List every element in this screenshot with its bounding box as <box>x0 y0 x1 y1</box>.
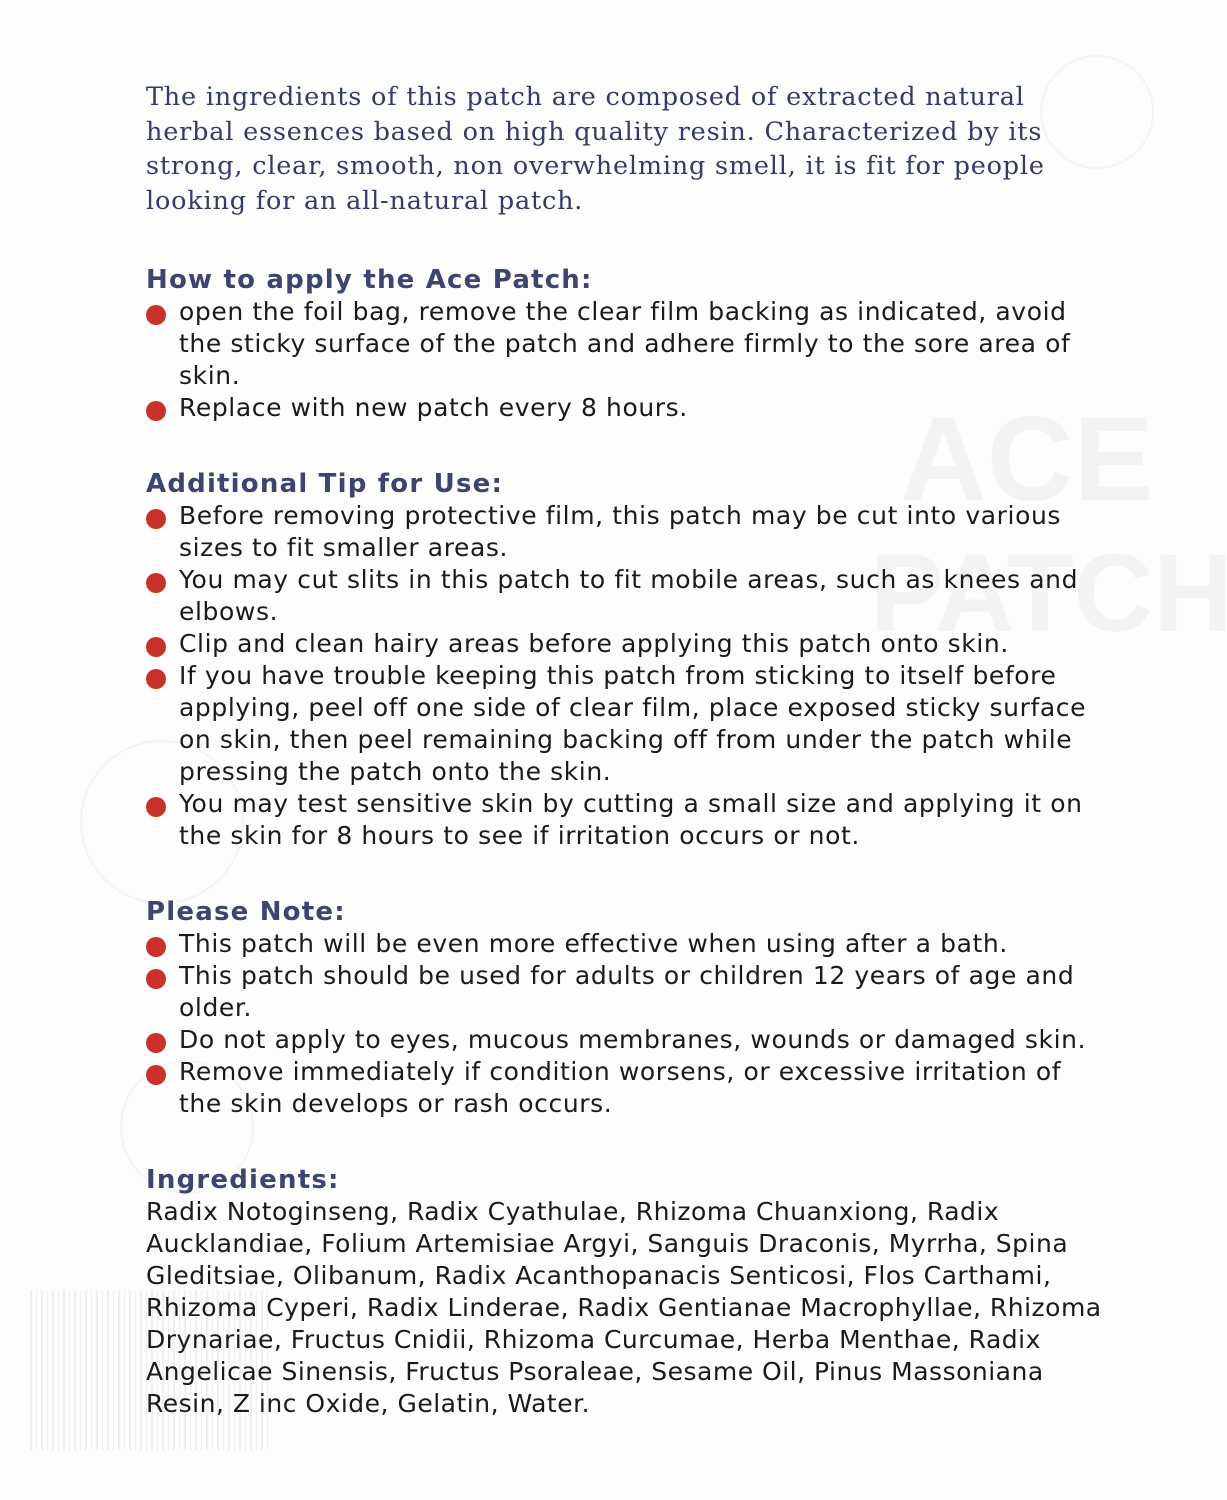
red-bullet-icon <box>146 669 166 689</box>
red-bullet-icon <box>146 1065 166 1085</box>
bullet-text: If you have trouble keeping this patch from sticking to itself before applying, peel off one side of clear film, place exposed sticky surface on skin, then peel remaining backing off from under the patch while pressing the patch onto the skin. <box>179 661 1087 786</box>
bullet-list <box>146 296 1106 424</box>
list-item <box>146 628 1106 660</box>
ingredients-list: Radix Notoginseng, Radix Cyathulae, Rhizoma Chuanxiong, Radix Aucklandiae, Folium Artemisiae Argyi, Sanguis Draconis, Myrrha, Spina Gleditsiae, Olibanum, Radix Acanthopanacis Senticosi, Flos Carthami, Rhizoma Cyperi, Radix Linderae, Radix Gentianae Macrophyllae, Rhizoma Drynariae, Fructus Cnidii, Rhizoma Curcumae, Herba Menthae, Radix Angelicae Sinensis, Fructus Psoraleae, Sesame Oil, Pinus Massoniana Resin, Z inc Oxide, Gelatin, Water. <box>146 1197 1102 1418</box>
list-item <box>146 960 1106 1024</box>
section-additional-tip <box>146 468 1106 852</box>
intro-paragraph: The ingredients of this patch are composed of extracted natural herbal essences based on high quality resin. Characterized by its strong, clear, smooth, non overwhelming smell, it is fit for people looking for an all-natural patch. <box>146 82 1045 216</box>
list-item <box>146 660 1106 788</box>
bullet-text: Before removing protective film, this patch may be cut into various sizes to fit smaller areas. <box>179 501 1062 562</box>
section-ingredients <box>146 1164 1106 1420</box>
list-item <box>146 1024 1106 1056</box>
list-item <box>146 928 1106 960</box>
bullet-text: Clip and clean hairy areas before applying this patch onto skin. <box>179 629 1009 658</box>
red-bullet-icon <box>146 305 166 325</box>
list-item <box>146 1056 1106 1120</box>
section-heading: How to apply the Ace Patch: <box>146 265 593 295</box>
section-please-note <box>146 896 1106 1120</box>
list-item <box>146 392 1106 424</box>
instructions-content <box>146 80 1106 1420</box>
red-bullet-icon <box>146 401 166 421</box>
red-bullet-icon <box>146 797 166 817</box>
section-how-to-apply <box>146 264 1106 424</box>
bullet-text: You may cut slits in this patch to fit mobile areas, such as knees and elbows. <box>179 565 1079 626</box>
bullet-text: Replace with new patch every 8 hours. <box>179 393 688 422</box>
bullet-text: This patch will be even more effective when using after a bath. <box>179 929 1008 958</box>
bullet-list <box>146 928 1106 1120</box>
section-heading: Please Note: <box>146 897 346 927</box>
red-bullet-icon <box>146 969 166 989</box>
bullet-text: Do not apply to eyes, mucous membranes, wounds or damaged skin. <box>179 1025 1087 1054</box>
section-heading: Ingredients: <box>146 1165 340 1195</box>
list-item <box>146 500 1106 564</box>
bullet-text: Remove immediately if condition worsens, or excessive irritation of the skin develops or rash occurs. <box>179 1057 1062 1118</box>
list-item <box>146 296 1106 392</box>
bullet-list <box>146 500 1106 852</box>
bullet-text: open the foil bag, remove the clear film backing as indicated, avoid the sticky surface of the patch and adhere firmly to the sore area of skin. <box>179 297 1071 390</box>
red-bullet-icon <box>146 509 166 529</box>
section-heading: Additional Tip for Use: <box>146 469 504 499</box>
red-bullet-icon <box>146 637 166 657</box>
list-item <box>146 564 1106 628</box>
bullet-text: You may test sensitive skin by cutting a small size and applying it on the skin for 8 hours to see if irritation occurs or not. <box>179 789 1083 850</box>
bullet-text: This patch should be used for adults or children 12 years of age and older. <box>179 961 1075 1022</box>
red-bullet-icon <box>146 1033 166 1053</box>
list-item <box>146 788 1106 852</box>
red-bullet-icon <box>146 573 166 593</box>
red-bullet-icon <box>146 937 166 957</box>
